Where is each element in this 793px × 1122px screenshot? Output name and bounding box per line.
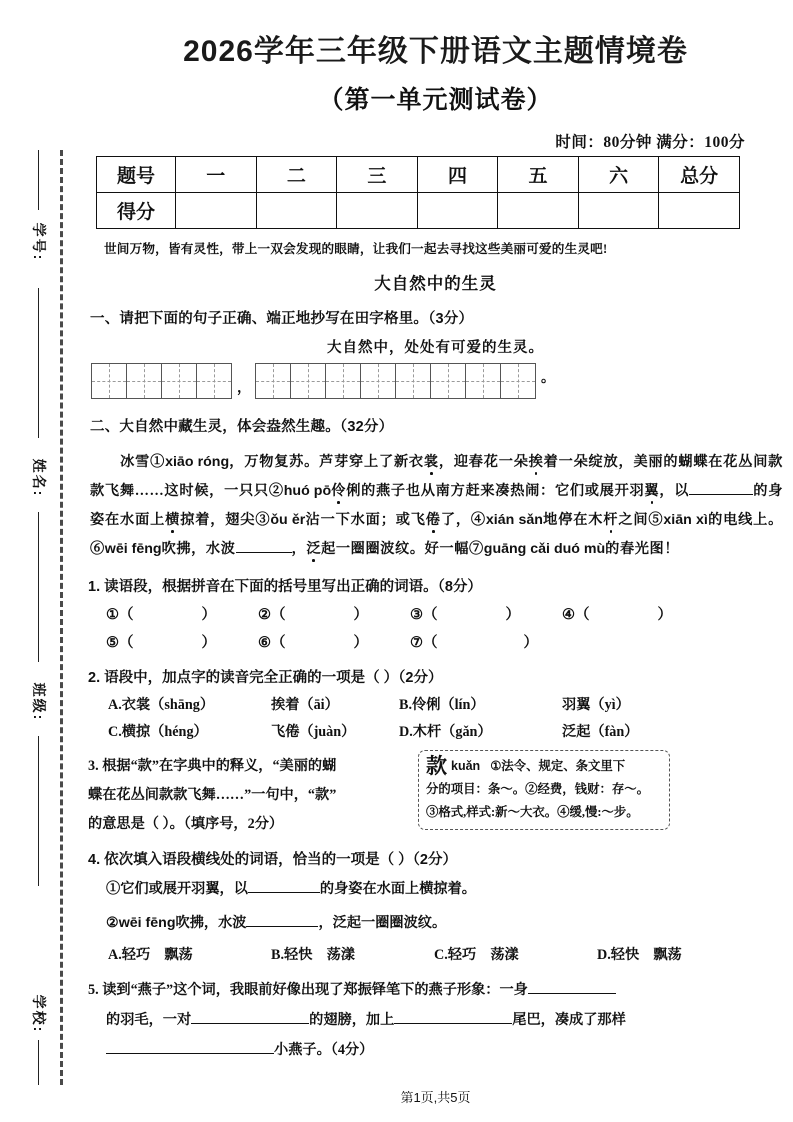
emphasis-char: 翼: [644, 483, 660, 499]
pinyin-7: guāng cǎi duó mù: [483, 541, 606, 557]
score-cell[interactable]: [498, 193, 579, 229]
bracket-open: ③（: [410, 607, 438, 623]
seal-segment: [38, 512, 39, 662]
question-2-4-item-2: [106, 909, 793, 937]
option-word-1: 伶俐（lín）: [412, 697, 485, 713]
option-text: 轻快 荡漾: [284, 947, 355, 963]
comma-mark: ，: [237, 381, 251, 396]
dict-line-1: [426, 755, 662, 778]
pinyin-weifeng: wēi fēng: [118, 915, 176, 931]
bracket-open: ⑤（: [106, 635, 134, 651]
tianzige-cell[interactable]: [325, 363, 361, 399]
seal-dashed-line: [60, 150, 63, 1085]
q5-line-3: [88, 1035, 793, 1065]
emphasis-char: 杆: [603, 512, 619, 528]
q3-line-3: 的意思是（ ）。（填序号，2分）: [88, 816, 284, 832]
tianzige-cell[interactable]: [255, 363, 291, 399]
option-c[interactable]: [108, 721, 271, 741]
item-text: ②: [106, 915, 119, 931]
score-col-2: 二: [256, 157, 337, 193]
reading-passage: [90, 448, 783, 564]
passage-seg: 吹拂，水波: [161, 541, 236, 557]
margin-label-class: 班级:: [31, 682, 47, 722]
tianzige-cell[interactable]: [465, 363, 501, 399]
score-col-total: 总分: [659, 157, 740, 193]
answer-bracket[interactable]: [410, 631, 562, 652]
question-2-4-options: [108, 944, 793, 964]
bracket-open: ④（: [562, 607, 590, 623]
question-1-heading: 一、请把下面的句子正确、端正地抄写在田字格里。（3分）: [90, 311, 474, 327]
emphasis-char: 挨: [528, 454, 544, 470]
bracket-open: ①（: [106, 607, 134, 623]
question-2-2-heading: 2. 语段中，加点字的读音完全正确的一项是（ ）（2分）: [88, 670, 443, 686]
score-row-label-2: 得分: [97, 193, 176, 229]
tianzige-group-b[interactable]: [256, 363, 536, 399]
bracket-open: ⑦（: [410, 635, 438, 651]
pinyin-5: xiān xì: [663, 512, 708, 528]
passage-seg: 沾: [305, 512, 321, 528]
pinyin-3: ǒu ěr: [270, 512, 306, 528]
answer-brackets-row-1: [106, 603, 793, 624]
question-2-3-text: [88, 752, 406, 839]
q5-text: 的羽毛，一对: [106, 1012, 192, 1028]
option-word-1: 衣裳（shāng）: [121, 697, 215, 713]
passage-seg: 掠着，翅尖③: [180, 512, 271, 528]
bracket-close: ）: [353, 607, 368, 623]
emphasis-char: 伶: [331, 483, 347, 499]
score-cell[interactable]: [578, 193, 659, 229]
dict-line-3: ③格式,样式:新～大衣。④缓,慢:～步。: [426, 805, 639, 819]
intro-text: 世间万物，皆有灵性，带上一双会发现的眼睛，让我们一起去寻找这些美丽可爱的生灵吧!: [104, 242, 608, 256]
dict-headword: 款: [426, 755, 447, 778]
passage-seg: 起一圈圈波纹。好一幅⑦: [321, 541, 484, 557]
option-label: B.: [399, 697, 413, 713]
fill-blank[interactable]: [236, 552, 292, 553]
answer-bracket[interactable]: [410, 603, 562, 624]
question-1-sentence: 大自然中，处处有可爱的生灵。: [327, 340, 544, 356]
q3-line-1: 3. 根据“款”在字典中的释义，“美丽的蝴: [88, 758, 337, 774]
score-cell[interactable]: [176, 193, 257, 229]
fill-blank[interactable]: [248, 892, 320, 893]
seal-segment: [38, 150, 39, 210]
answer-brackets-row-2: [106, 631, 793, 652]
passage-seg: 地停在木: [542, 512, 604, 528]
seal-margin: [0, 0, 78, 1122]
emphasis-char: 泛: [306, 541, 322, 557]
page-footer: 第1页,共5页: [400, 1090, 471, 1105]
answer-bracket[interactable]: [106, 603, 258, 624]
option-d-word2: [562, 721, 690, 741]
passage-seg: 的身姿在水面上: [90, 483, 783, 528]
option-label: C.: [108, 724, 122, 740]
option-word-1: 木杆（gǎn）: [412, 724, 492, 740]
page-title: 2026学年三年级下册语文主题情境卷: [183, 35, 688, 68]
question-2-3: [78, 752, 793, 844]
passage-seg: ，迎春花一朵: [438, 454, 529, 470]
option-label: C.: [434, 947, 448, 963]
tianzige-cell[interactable]: [430, 363, 466, 399]
score-cell[interactable]: [256, 193, 337, 229]
score-cell[interactable]: [417, 193, 498, 229]
dictionary-entry-box: [418, 750, 670, 830]
passage-seg: ，: [291, 541, 307, 557]
passage-seg: 的春光图！: [605, 541, 680, 557]
question-2-heading: 二、大自然中藏生灵，体会盎然生趣。（32分）: [90, 419, 394, 435]
q5-line-1: [88, 975, 793, 1005]
answer-bracket[interactable]: [106, 631, 258, 652]
passage-seg: 之间⑤: [618, 512, 664, 528]
score-col-6: 六: [578, 157, 659, 193]
answer-bracket[interactable]: [258, 631, 410, 652]
option-label: D.: [399, 724, 413, 740]
score-col-1: 一: [176, 157, 257, 193]
option-row-cd: [108, 721, 793, 741]
score-col-5: 五: [498, 157, 579, 193]
tianzige-cell[interactable]: [161, 363, 197, 399]
option-word-1: 横掠（héng）: [121, 724, 208, 740]
fill-blank[interactable]: [689, 494, 753, 495]
dict-sense-1: ①法令、规定、条文里下: [490, 759, 626, 773]
exam-meta: 时间：80分钟 满分：100分: [555, 134, 745, 151]
bracket-open: ②（: [258, 607, 286, 623]
fill-blank[interactable]: [191, 1023, 309, 1024]
tianzige-cell[interactable]: [395, 363, 431, 399]
passage-seg: 的电线上。⑥: [90, 512, 783, 557]
tianzige-cell[interactable]: [91, 363, 127, 399]
option-word-2: 挨着（āi）: [271, 697, 339, 713]
q5-text: 的翅膀，加上: [309, 1012, 395, 1028]
option-d[interactable]: [597, 944, 760, 964]
bracket-open: ⑥（: [258, 635, 286, 651]
page-subtitle: （第一单元测试卷）: [318, 87, 553, 114]
passage-seg: 了，④: [440, 512, 486, 528]
emphasis-char: 裳: [423, 454, 439, 470]
answer-bracket[interactable]: [258, 603, 410, 624]
option-c-word2: [271, 721, 399, 741]
option-word-2: 泛起（fàn）: [562, 724, 639, 740]
option-label: D.: [597, 947, 611, 963]
question-2-1-heading: 1. 读语段，根据拼音在下面的括号里写出正确的词语。（8分）: [88, 579, 482, 595]
item-text: ，泛起一圈圈波纹。: [318, 915, 447, 931]
seal-segment: [38, 736, 39, 886]
passage-seg: 赶来凑热闹：它们或展开羽: [465, 483, 645, 499]
option-label: B.: [271, 947, 285, 963]
table-row: [97, 193, 740, 229]
q5-text: 尾巴，凑成了那样: [512, 1012, 626, 1028]
question-2-5: [88, 975, 793, 1065]
bracket-close: ）: [201, 607, 216, 623]
pinyin-4: xián sǎn: [485, 512, 543, 528]
option-a-word2: [271, 694, 399, 714]
option-text: 轻巧 飘荡: [121, 947, 193, 963]
q5-line-2: [88, 1005, 793, 1035]
tianzige-cell[interactable]: [290, 363, 326, 399]
score-row-label: 题号: [97, 157, 176, 193]
bracket-close: ）: [353, 635, 368, 651]
margin-label-student-id: 学号:: [31, 222, 47, 262]
passage-seg: 着一朵绽放，: [543, 454, 634, 470]
q3-line-2: 蝶在花丛间款款飞舞……”一句中，“款”: [88, 787, 337, 803]
tianzige-cell[interactable]: [500, 363, 536, 399]
pinyin-2: huó pō: [283, 483, 332, 499]
option-text: 轻巧 荡漾: [447, 947, 519, 963]
score-table: [96, 156, 740, 229]
fill-blank[interactable]: [528, 993, 616, 994]
option-text: 轻快 飘荡: [610, 947, 682, 963]
tianzige-cell[interactable]: [196, 363, 232, 399]
q5-text: 5. 读到“燕子”这个词，我眼前好像出现了郑振铎笔下的燕子形象：一身: [88, 982, 528, 998]
bracket-close: ）: [505, 607, 520, 623]
option-word-2: 飞倦（juàn）: [271, 724, 356, 740]
option-a[interactable]: [108, 694, 271, 714]
exam-page: [78, 0, 793, 1122]
option-c[interactable]: [434, 944, 597, 964]
passage-seg: 美丽的蝴蝶在花丛间款款飞舞……这时候，一只只②: [90, 454, 783, 499]
bracket-close: ）: [523, 635, 538, 651]
option-word-2: 羽翼（yì）: [562, 697, 630, 713]
item-text: ①它们或展开羽翼，以: [106, 881, 248, 897]
table-row: [97, 157, 740, 193]
option-a[interactable]: [108, 944, 271, 964]
score-col-3: 三: [337, 157, 418, 193]
emphasis-char: 横: [165, 512, 181, 528]
fill-blank[interactable]: [394, 1023, 512, 1024]
score-cell[interactable]: [659, 193, 740, 229]
dict-line-2: 分的项目：条～。②经费，钱财：存～。: [426, 782, 650, 796]
option-label: A.: [108, 697, 122, 713]
option-d[interactable]: [399, 721, 562, 741]
tianzige-cell[interactable]: [360, 363, 396, 399]
pinyin-6: wēi fēng: [104, 541, 162, 557]
fill-blank[interactable]: [106, 1053, 274, 1054]
item-text: 的身姿在水面上横掠着。: [319, 881, 476, 897]
seal-segment: [38, 288, 39, 438]
margin-label-name: 姓名:: [31, 458, 47, 498]
option-label: A.: [108, 947, 122, 963]
pinyin-1: xiāo róng: [165, 454, 230, 470]
passage-seg: ，以: [659, 483, 690, 499]
margin-label-school: 学校:: [31, 994, 47, 1034]
emphasis-char: 倦: [425, 512, 441, 528]
seal-segment: [38, 1040, 39, 1085]
item-text: 吹拂，水波: [175, 915, 247, 931]
period-mark: 。: [541, 371, 555, 386]
passage-seg: ，万物复苏。芦芽穿上了新衣: [229, 454, 424, 470]
fill-blank[interactable]: [246, 926, 318, 927]
option-row-ab: [108, 694, 793, 714]
question-2-4-item-1: [106, 875, 793, 903]
option-b[interactable]: [399, 694, 562, 714]
score-cell[interactable]: [337, 193, 418, 229]
tianzige-cell[interactable]: [126, 363, 162, 399]
option-b[interactable]: [271, 944, 434, 964]
tianzige-group-a[interactable]: [92, 363, 232, 399]
dict-pinyin: kuǎn: [451, 759, 481, 773]
passage-seg: 俐的燕子也从南方: [346, 483, 466, 499]
tianzige-row: [92, 363, 793, 399]
passage-seg: 冰雪①: [120, 454, 166, 470]
bracket-close: ）: [201, 635, 216, 651]
answer-bracket[interactable]: [562, 603, 714, 624]
score-col-4: 四: [417, 157, 498, 193]
section-title: 大自然中的生灵: [374, 275, 497, 293]
passage-seg: 一下水面；或飞: [320, 512, 426, 528]
question-2-4-heading: 4. 依次填入语段横线处的词语，恰当的一项是（ ）（2分）: [88, 852, 457, 868]
q5-text: 小燕子。（4分）: [274, 1042, 374, 1058]
option-b-word2: [562, 694, 690, 714]
bracket-close: ）: [657, 607, 672, 623]
